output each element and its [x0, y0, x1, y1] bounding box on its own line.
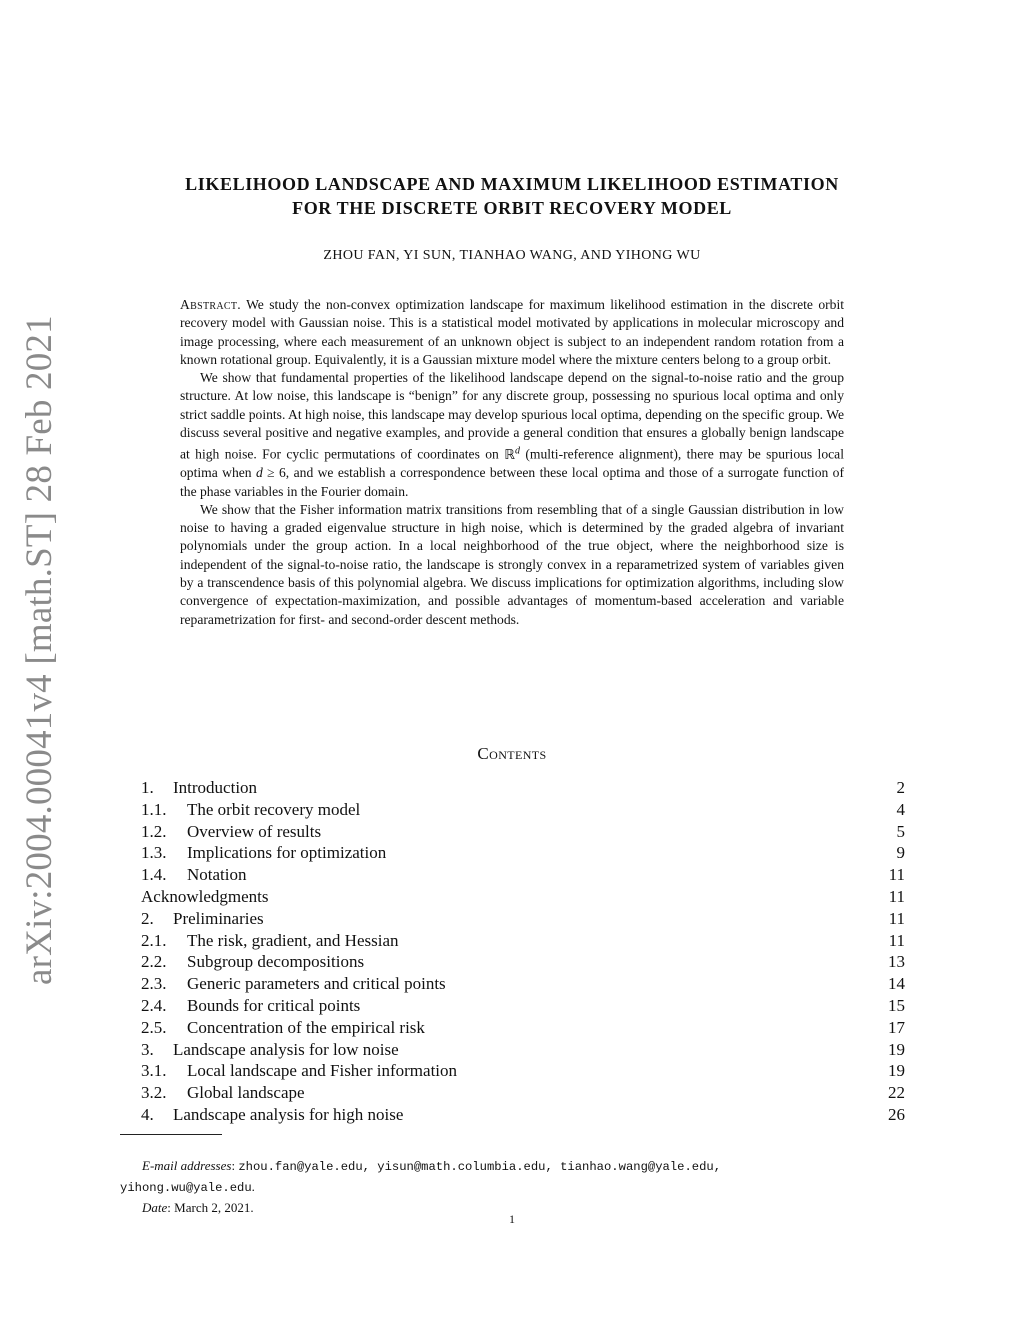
toc-entry-heading: [141, 995, 360, 1017]
title-line-1: LIKELIHOOD LANDSCAPE AND MAXIMUM LIKELIHOOD ESTIMATION: [185, 174, 839, 194]
toc-entry-page: 5: [896, 821, 905, 841]
abstract: [180, 296, 844, 629]
toc-entry-number: 1.4.: [141, 865, 167, 885]
toc-entry-title: Overview of results: [187, 821, 322, 841]
toc-entry[interactable]: [141, 864, 905, 886]
toc-entry-page: 4: [896, 799, 905, 819]
toc-entry-title: Preliminaries: [173, 908, 264, 928]
date-value: March 2, 2021.: [174, 1200, 254, 1215]
toc-entry[interactable]: [141, 777, 905, 799]
toc-entry-heading: [141, 1017, 425, 1039]
toc-entry-number: 1.: [141, 778, 154, 797]
toc-entry-page: 22: [888, 1083, 905, 1103]
toc-entry-title: The orbit recovery model: [187, 799, 361, 819]
toc-entry-heading: [141, 864, 247, 886]
toc-entry-page: 9: [896, 843, 905, 863]
toc-entry[interactable]: [141, 908, 905, 930]
abstract-paragraph-1-text: We study the non-convex optimization landscape for maximum likelihood estimation in the discrete orbit recovery model with Gaussian noise. This is a statistical model motivated by applications in molecular microscopy and image processing, where each measurement of an unknown object is subject to an independent random rotation from a known rotational group. Equivalently, it is a Gaussian mixture model where the mixture centers belong to a group orbit.: [180, 297, 844, 367]
toc-entry-title: Subgroup decompositions: [187, 952, 365, 972]
toc-entry-heading: [141, 908, 264, 930]
toc-entry[interactable]: [141, 1060, 905, 1082]
abstract-paragraph-3: We show that the Fisher information matrix transitions from resembling that of a single Gaussian distribution in low noise to having a graded eigenvalue structure in high noise, which is determined by the graded algebra of invariant polynomials under the group action. In a local neighborhood of the true object, where the neighborhood size is independent of the signal-to-noise ratio, the landscape is strongly convex in a reparametrized system of variables given by a transcendence basis of this polynomial algebra. We discuss implications for optimization algorithms, including slow convergence of expectation-maximization, and possible advantages of momentum-based acceleration and variable reparametrization for first- and second-order descent methods.: [180, 501, 844, 627]
toc-entry-heading: [141, 1039, 399, 1061]
toc-entry-page: 11: [888, 908, 905, 928]
toc-entry-page: 11: [888, 930, 905, 950]
toc-entry[interactable]: [141, 951, 905, 973]
toc-entry-page: 11: [888, 865, 905, 885]
toc-entry-number: 1.3.: [141, 843, 167, 863]
toc-entry-title: Notation: [187, 865, 247, 885]
toc-entry-title: Generic parameters and critical points: [187, 974, 446, 994]
toc-entry[interactable]: [141, 886, 905, 908]
toc-entry[interactable]: [141, 799, 905, 821]
toc-entry-number: 2.4.: [141, 995, 167, 1015]
toc-entry-number: 2.3.: [141, 974, 167, 994]
footnote: [120, 1156, 910, 1218]
page-number: 1: [509, 1212, 515, 1226]
date-line: Date: March 2, 2021.: [142, 1200, 254, 1215]
toc-entry-page: 13: [888, 952, 905, 972]
toc-entry-number: 1.2.: [141, 821, 167, 841]
toc-entry-number: 4.: [141, 1104, 154, 1124]
toc-entry-heading: [141, 951, 364, 973]
toc-entry-title: The risk, gradient, and Hessian: [187, 930, 399, 950]
toc-entry[interactable]: [141, 973, 905, 995]
toc-entry-number: 2.2.: [141, 952, 167, 972]
toc-entry-heading: [141, 930, 399, 952]
table-of-contents: [141, 777, 905, 1126]
toc-entry-number: 2.5.: [141, 1017, 167, 1037]
toc-entry-page: 15: [888, 995, 905, 1015]
abstract-paragraph-2-text-a: We show that fundamental properties of the likelihood landscape depend on the signal-to-noise ratio and the group structure. At low noise, this landscape is “benign” for any discrete group, possessing no spurious local optima and only strict saddle points. At high noise, this landscape may develop spurious local optima, depending on the specific group. We discuss several positive and negative examples, and provide a general condition that ensures a globally benign landscape at high noise. For cyclic permutations of coordinates on: [180, 370, 844, 462]
toc-entry-heading: [141, 799, 360, 821]
toc-entry[interactable]: [141, 842, 905, 864]
toc-entry-page: 14: [888, 974, 905, 994]
email-line: E-mail addresses: zhou.fan@yale.edu, yisun@math.columbia.edu, tianhao.wang@yale.edu,: [142, 1158, 722, 1174]
toc-entry-number: 3.2.: [141, 1083, 167, 1103]
toc-entry-title: Local landscape and Fisher information: [187, 1061, 458, 1081]
toc-entry-page: 26: [888, 1104, 905, 1124]
email-addresses[interactable]: zhou.fan@yale.edu, yisun@math.columbia.edu, tianhao.wang@yale.edu,: [238, 1160, 722, 1174]
toc-entry[interactable]: [141, 1082, 905, 1104]
toc-entry-title: Concentration of the empirical risk: [187, 1017, 425, 1037]
abstract-paragraph-2-text-b: (multi-reference alignment), there may be spurious local optima when: [180, 446, 844, 481]
dimension-condition: d ≥ 6,: [255, 465, 290, 481]
toc-entry-number: 3.1.: [141, 1061, 167, 1081]
toc-entry[interactable]: [141, 995, 905, 1017]
toc-entry-heading: [141, 973, 446, 995]
abstract-paragraph-2: [180, 369, 844, 501]
email-address-last[interactable]: yihong.wu@yale.edu: [120, 1181, 252, 1195]
toc-entry[interactable]: [141, 821, 905, 843]
toc-entry-number: 1.1.: [141, 799, 167, 819]
toc-entry-title: Introduction: [173, 778, 258, 797]
toc-entry-number: 3.: [141, 1039, 154, 1059]
toc-entry-page: 19: [888, 1061, 905, 1081]
arxiv-identifier-stamp[interactable]: arXiv:2004.00041v4 [math.ST] 28 Feb 2021: [19, 315, 60, 985]
toc-entry-title: Global landscape: [187, 1083, 305, 1103]
toc-entry-page: 2: [896, 778, 905, 797]
toc-entry[interactable]: [141, 1017, 905, 1039]
toc-entry-heading: [141, 886, 268, 908]
toc-entry-heading: [141, 821, 321, 843]
toc-entry-title: Acknowledgments: [141, 886, 269, 906]
toc-entry[interactable]: [141, 1104, 905, 1126]
footnote-divider: [120, 1134, 222, 1135]
toc-entry-title: Landscape analysis for high noise: [173, 1104, 404, 1124]
abstract-paragraph-2-text-c: and we establish a correspondence between these local optima and those of a surrogate function of the phase variables in the Fourier domain.: [180, 465, 844, 499]
toc-entry-heading: [141, 1104, 403, 1126]
toc-entry-page: 17: [888, 1017, 905, 1037]
date-label: Date: [142, 1200, 168, 1215]
email-line-continued: yihong.wu@yale.edu.: [120, 1179, 255, 1195]
paper-title: [100, 172, 924, 220]
toc-entry-title: Implications for optimization: [187, 843, 387, 863]
toc-entry-title: Bounds for critical points: [187, 995, 361, 1015]
abstract-paragraph-1: [180, 296, 844, 369]
toc-entry-number: 2.: [141, 908, 154, 928]
toc-entry-heading: [141, 1082, 305, 1104]
toc-entry-page: 19: [888, 1039, 905, 1059]
toc-entry-heading: [141, 777, 257, 799]
contents-heading: Contents: [477, 744, 547, 763]
email-label: E-mail addresses: [142, 1158, 232, 1173]
toc-entry[interactable]: [141, 1039, 905, 1061]
title-line-2: FOR THE DISCRETE ORBIT RECOVERY MODEL: [292, 198, 732, 218]
abstract-label: Abstract.: [180, 297, 241, 312]
toc-entry-page: 11: [888, 886, 905, 906]
toc-entry[interactable]: [141, 930, 905, 952]
real-space-symbol: ℝ$^d$: [504, 445, 520, 462]
toc-entry-number: 2.1.: [141, 930, 167, 950]
author-list: ZHOU FAN, YI SUN, TIANHAO WANG, AND YIHONG WU: [323, 248, 701, 263]
toc-entry-heading: [141, 842, 386, 864]
toc-entry-heading: [141, 1060, 457, 1082]
toc-entry-title: Landscape analysis for low noise: [173, 1039, 399, 1059]
